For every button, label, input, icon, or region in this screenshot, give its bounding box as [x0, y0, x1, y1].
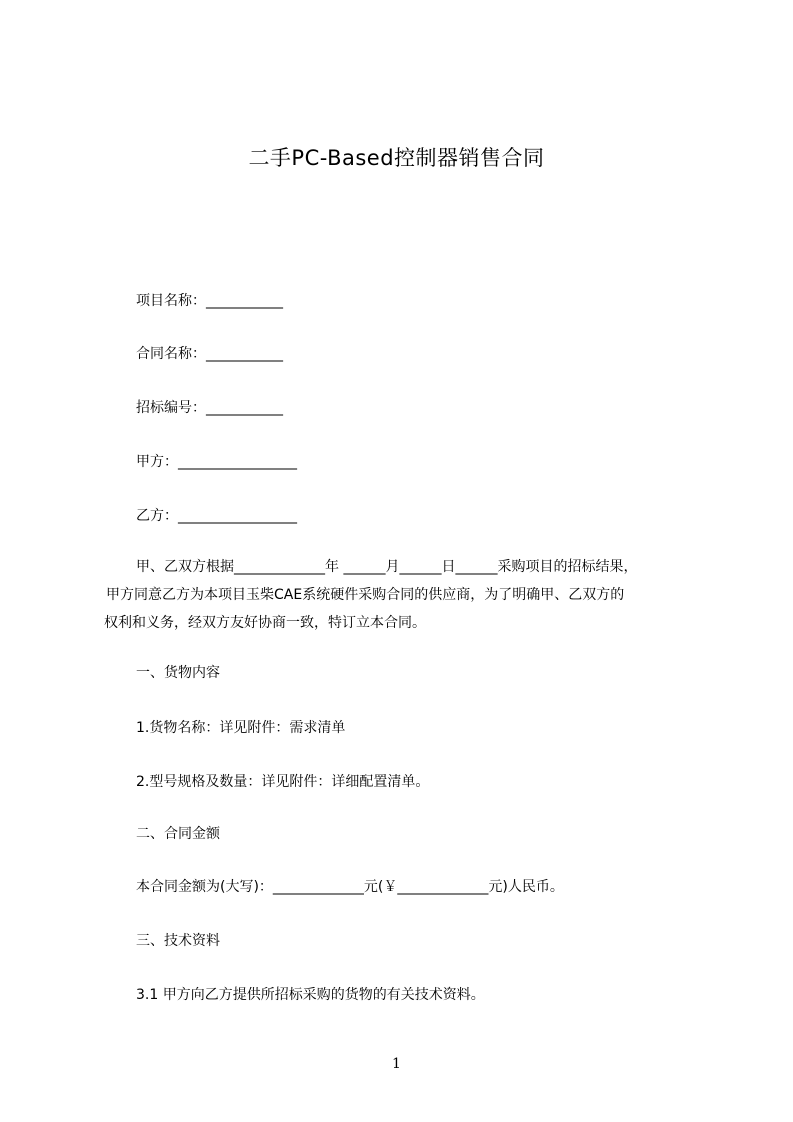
party-b-field: 乙方：_________________: [136, 508, 297, 524]
section1-item1: 1.货物名称：详见附件：需求清单: [136, 720, 346, 736]
section1-item2: 2.型号规格及数量：详见附件：详细配置清单。: [136, 774, 430, 790]
party-a-field: 甲方：_________________: [136, 454, 297, 470]
document-title: 二手PC-Based控制器销售合同: [248, 146, 545, 170]
intro-line-3: 权利和义务，经双方友好协商一致，特订立本合同。: [104, 615, 426, 631]
intro-line-2: 甲方同意乙方为本项目玉柴CAE系统硬件采购合同的供应商，为了明确甲、乙双方的: [106, 587, 625, 603]
section3-item1: 3.1 甲方向乙方提供所招标采购的货物的有关技术资料。: [136, 987, 485, 1003]
section2-amount: 本合同金额为(大写)：_____________元(￥_____________元)人民币。: [136, 879, 564, 895]
intro-line-1: 甲、乙双方根据_____________年 ______月______日______采购项目的招标结果，: [136, 559, 638, 575]
section2-heading: 二、合同金额: [136, 826, 220, 842]
section3-heading: 三、技术资料: [136, 933, 220, 949]
project-name-field: 项目名称：___________: [136, 293, 283, 309]
page-number: 1: [392, 1056, 401, 1072]
intro-paragraph: [104, 553, 704, 637]
tender-number-field: 招标编号：___________: [136, 400, 283, 416]
section1-heading: 一、货物内容: [136, 665, 220, 681]
contract-name-field: 合同名称：___________: [136, 346, 283, 362]
